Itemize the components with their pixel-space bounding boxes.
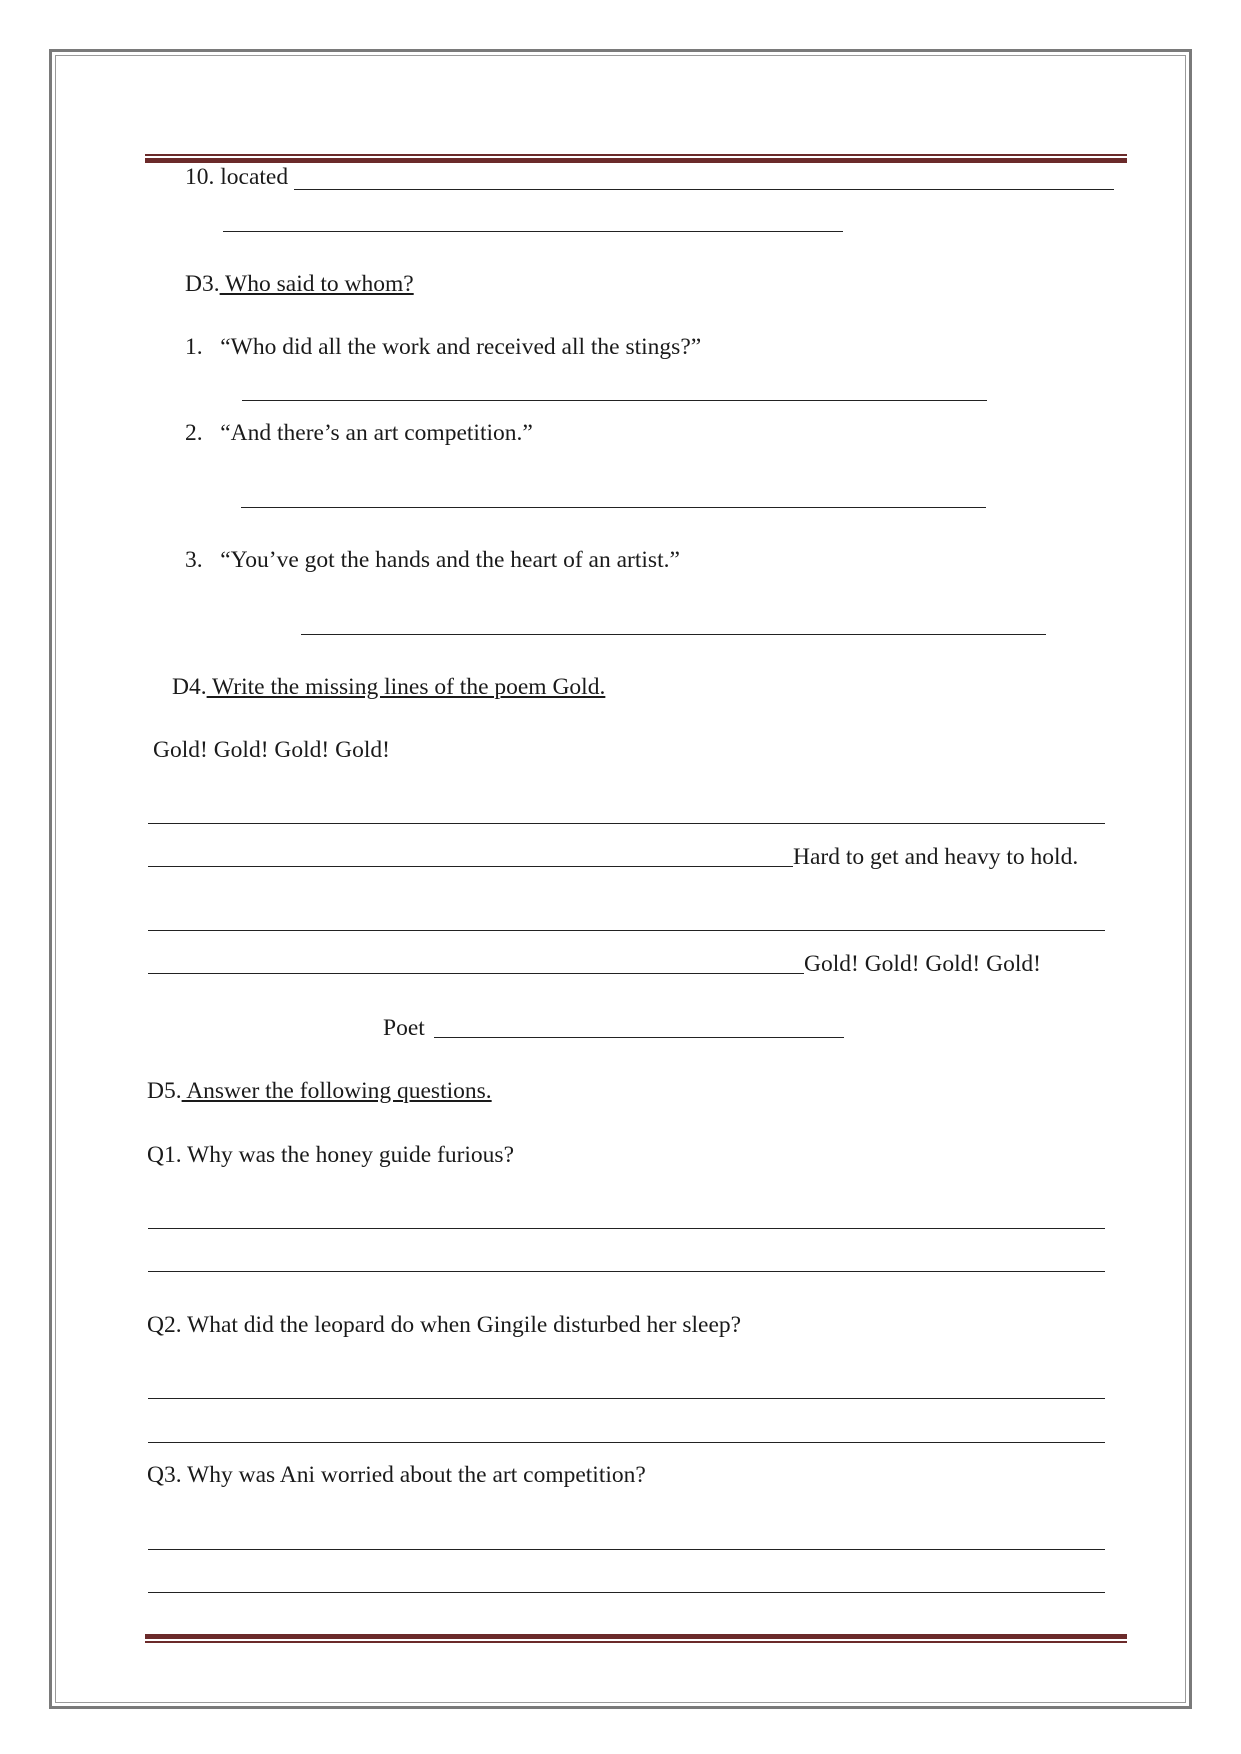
d3-answer-line-1[interactable] <box>242 400 987 401</box>
poem-blank-line-3[interactable] <box>148 930 1105 931</box>
q2-answer-line-2[interactable] <box>148 1442 1105 1443</box>
q3-answer-line-1[interactable] <box>148 1549 1105 1550</box>
d3-item-1: 1. “Who did all the work and received all the stings?” <box>185 334 702 360</box>
q1-answer-line-1[interactable] <box>148 1228 1105 1229</box>
d5-question-1: Q1. Why was the honey guide furious? <box>147 1142 515 1168</box>
d3-item-3: 3. “You’ve got the hands and the heart of an artist.” <box>185 547 680 573</box>
poet-label: Poet <box>383 1015 425 1041</box>
page-border-inner <box>55 55 1186 1703</box>
d5-heading: D5. Answer the following questions. <box>147 1078 492 1104</box>
poem-first-line: Gold! Gold! Gold! Gold! <box>153 737 390 763</box>
poem-blank-line-1[interactable] <box>148 823 1105 824</box>
d3-item-2: 2. “And there’s an art competition.” <box>185 420 533 446</box>
poem-line-2-end: Hard to get and heavy to hold. <box>793 844 1079 870</box>
item10-answer-line-1[interactable] <box>294 189 1114 190</box>
item10-label: 10. located <box>185 164 289 190</box>
d3-answer-line-3[interactable] <box>301 634 1046 635</box>
q3-answer-line-2[interactable] <box>148 1592 1105 1593</box>
d4-heading: D4. Write the missing lines of the poem Gold. <box>172 674 606 700</box>
bottom-rule <box>145 1634 1127 1643</box>
d3-heading: D3. Who said to whom? <box>185 271 414 297</box>
poem-blank-line-4[interactable] <box>148 973 804 974</box>
top-rule <box>145 154 1127 163</box>
q1-answer-line-2[interactable] <box>148 1271 1105 1272</box>
item10-answer-line-2[interactable] <box>223 231 843 232</box>
d5-question-3: Q3. Why was Ani worried about the art competition? <box>147 1462 646 1488</box>
d5-question-2: Q2. What did the leopard do when Gingile disturbed her sleep? <box>147 1312 742 1338</box>
d3-answer-line-2[interactable] <box>241 507 986 508</box>
poem-blank-line-2[interactable] <box>148 866 793 867</box>
poet-answer-line[interactable] <box>434 1037 844 1038</box>
poem-line-4-end: Gold! Gold! Gold! Gold! <box>804 951 1041 977</box>
q2-answer-line-1[interactable] <box>148 1398 1105 1399</box>
